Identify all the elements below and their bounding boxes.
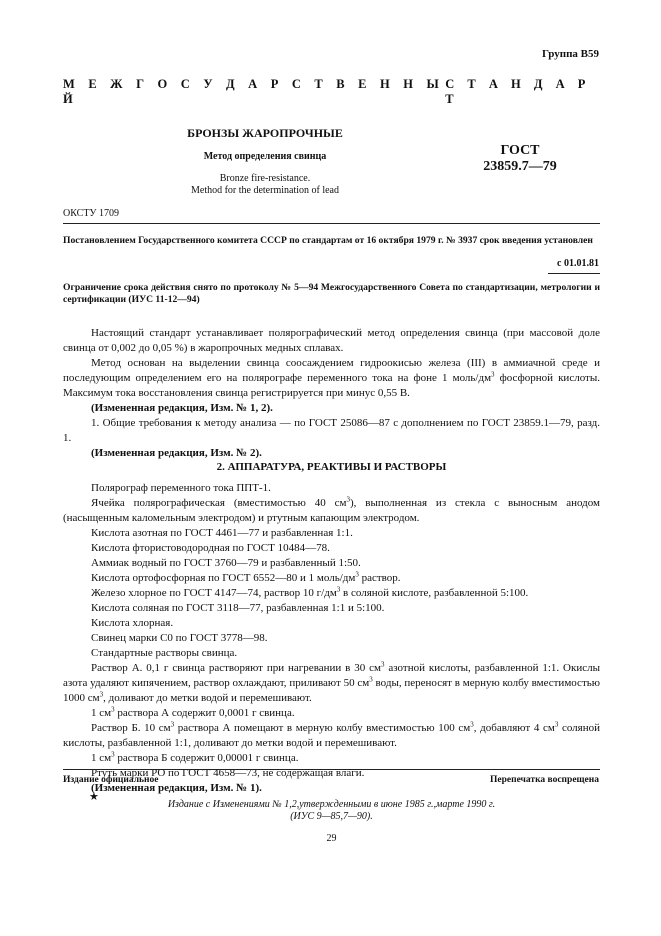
intro-p2-part-b: фосфорной кислоты. Максимум тока восстановления свинца регистрируется при минус 0,55 В. — [63, 372, 600, 399]
section-2-heading: 2. АППАРАТУРА, РЕАКТИВЫ И РАСТВОРЫ — [216, 461, 447, 473]
s2-text: Раствор Б. 10 см — [91, 722, 171, 734]
amendment-note-1: (Измененная редакция, Изм. № 1, 2). — [91, 402, 273, 414]
intro-paragraph-2 — [63, 356, 600, 401]
s2-line: Свинец марки С0 по ГОСТ 3778—98. — [91, 632, 268, 644]
s2-text: раствора А помещают в мерную колбу вместимостью 100 см — [174, 722, 471, 734]
document-subtitle: Метод определения свинца — [203, 151, 327, 162]
english-title-line2: Method for the determination of lead — [190, 185, 339, 196]
english-title-line1: Bronze fire-resistance. — [219, 173, 311, 184]
decree-date-underline — [548, 273, 600, 274]
group-code: Группа В59 — [541, 48, 599, 60]
s2-text: азотной кислоты, разбавленной 1:1. Окислы азота удаляют кипячением, раствор охлаждают, приливают 50 см — [63, 662, 600, 689]
banner-word-interstate: М Е Ж Г О С У Д А Р С Т В Е Н Н Ы Й — [63, 77, 439, 106]
official-edition-label: Издание официальное — [63, 775, 159, 785]
edition-note-line2: (ИУС 9—85,7—90). — [290, 811, 373, 822]
divider-top — [63, 223, 600, 224]
decree-text: Постановлением Государственного комитета СССР по стандартам от 16 октября 1979 г. № 3937 срок введения установлен — [63, 235, 593, 246]
s2-line: Ртуть марки РО по ГОСТ 4658—73, не содержащая влаги. — [91, 767, 365, 779]
s2-text: , доливают до метки водой и перемешивают. — [103, 692, 312, 704]
amendment-note-2: (Измененная редакция, Изм. № 2). — [91, 447, 262, 459]
intro-paragraph-1: Настоящий стандарт устанавливает полярографический метод определения свинца (при массовой доле свинца от 0,002 до 0,05 %) в жаропрочных медных сплавах. — [63, 327, 600, 354]
s2-line — [63, 586, 600, 601]
s2-text: раствора А содержит 0,0001 г свинца. — [114, 707, 295, 719]
gost-label: ГОСТ — [500, 143, 540, 158]
s2-text: Раствор А. 0,1 г свинца растворяют при нагревании в 30 см — [91, 662, 381, 674]
banner-word-standard: С Т А Н Д А Р Т — [445, 77, 586, 106]
s2-text: 1 см — [91, 752, 112, 764]
s2-line: Аммиак водный по ГОСТ 3760—79 и разбавленный 1:50. — [91, 557, 361, 569]
standard-banner — [63, 77, 600, 107]
s2-line — [63, 721, 600, 751]
s2-line — [63, 496, 600, 526]
superscript: 3 — [491, 370, 495, 379]
s2-line: Полярограф переменного тока ППТ-1. — [91, 482, 271, 494]
s2-text: Железо хлорное по ГОСТ 4147—74, раствор 10 г/дм — [91, 587, 337, 599]
s2-text: Ячейка полярографическая (вместимостью 40 см — [91, 497, 347, 509]
page-number: 29 — [326, 833, 337, 844]
superscript: 3 — [346, 495, 350, 504]
s2-text: 1 см — [91, 707, 112, 719]
star-icon: ★ — [89, 791, 99, 803]
s2-line — [63, 661, 600, 706]
superscript: 3 — [99, 690, 104, 699]
s2-text: ), выполненная из стекла с выносным анодом (насыщенным каломельным электродом) и ртутным капающим электродом. — [63, 497, 601, 524]
intro-block — [63, 326, 600, 461]
s2-line: Стандартные растворы свинца. — [91, 647, 238, 659]
s2-line: Кислота хлорная. — [91, 617, 174, 629]
superscript: 3 — [369, 675, 373, 684]
intro-paragraph-3: 1. Общие требования к методу анализа — по ГОСТ 25086—87 с дополнением по ГОСТ 23859.1—79, разд. 1. — [63, 417, 600, 444]
superscript: 3 — [381, 660, 385, 669]
amendment-note-3: (Измененная редакция, Изм. № 1). — [91, 782, 262, 794]
s2-text: раствор. — [358, 572, 401, 584]
superscript: 3 — [554, 720, 559, 729]
decree-date: с 01.01.81 — [557, 258, 599, 269]
s2-text: в соляной кислоте, разбавленной 5:100. — [340, 587, 529, 599]
gost-number: 23859.7—79 — [483, 159, 557, 174]
s2-line — [63, 571, 600, 586]
s2-text: раствора Б содержит 0,00001 г свинца. — [114, 752, 299, 764]
superscript: 3 — [470, 720, 474, 729]
s2-text: Кислота ортофосфорная по ГОСТ 6552—80 и 1 моль/дм — [91, 572, 356, 584]
s2-text: воды, переносят в мерную колбу вместимостью 1000 см — [63, 677, 600, 704]
s2-text: , добавляют 4 см — [473, 722, 555, 734]
s2-line: Кислота соляная по ГОСТ 3118—77, разбавленная 1:1 и 5:100. — [91, 602, 385, 614]
divider-footer — [63, 769, 600, 770]
limitation-text: Ограничение срока действия снято по протоколу № 5—94 Межгосударственного Совета по стандартизации, метрологии и сертификации (ИУС 11-12—94) — [63, 282, 600, 305]
superscript: 3 — [111, 750, 115, 759]
reprint-prohibited-label: Перепечатка воспрещена — [489, 775, 599, 785]
s2-line: Кислота азотная по ГОСТ 4461—77 и разбавленная 1:1. — [91, 527, 353, 539]
superscript: 3 — [170, 720, 175, 729]
superscript: 3 — [111, 705, 115, 714]
section-2-body — [63, 481, 600, 796]
okstu-code: ОКСТУ 1709 — [63, 208, 120, 219]
s2-line — [63, 751, 600, 766]
s2-text: соляной кислоты, разбавленной 1:1, доливают до метки водой и перемешивают. — [63, 722, 601, 749]
superscript: 3 — [355, 570, 359, 579]
s2-line — [63, 706, 600, 721]
document-title: БРОНЗЫ ЖАРОПРОЧНЫЕ — [187, 126, 343, 140]
edition-note-line1: Издание с Изменениями № 1,2,утвержденными в июне 1985 г.,марте 1990 г. — [167, 799, 496, 810]
superscript: 3 — [336, 585, 341, 594]
intro-p2-part-a: Метод основан на выделении свинца соосаждением гидроокисью железа (III) в аммиачной среде и последующим определением его на полярографе переменного тока на фоне 1 моль/дм — [63, 357, 600, 384]
s2-line: Кислота фтористоводородная по ГОСТ 10484—78. — [91, 542, 330, 554]
